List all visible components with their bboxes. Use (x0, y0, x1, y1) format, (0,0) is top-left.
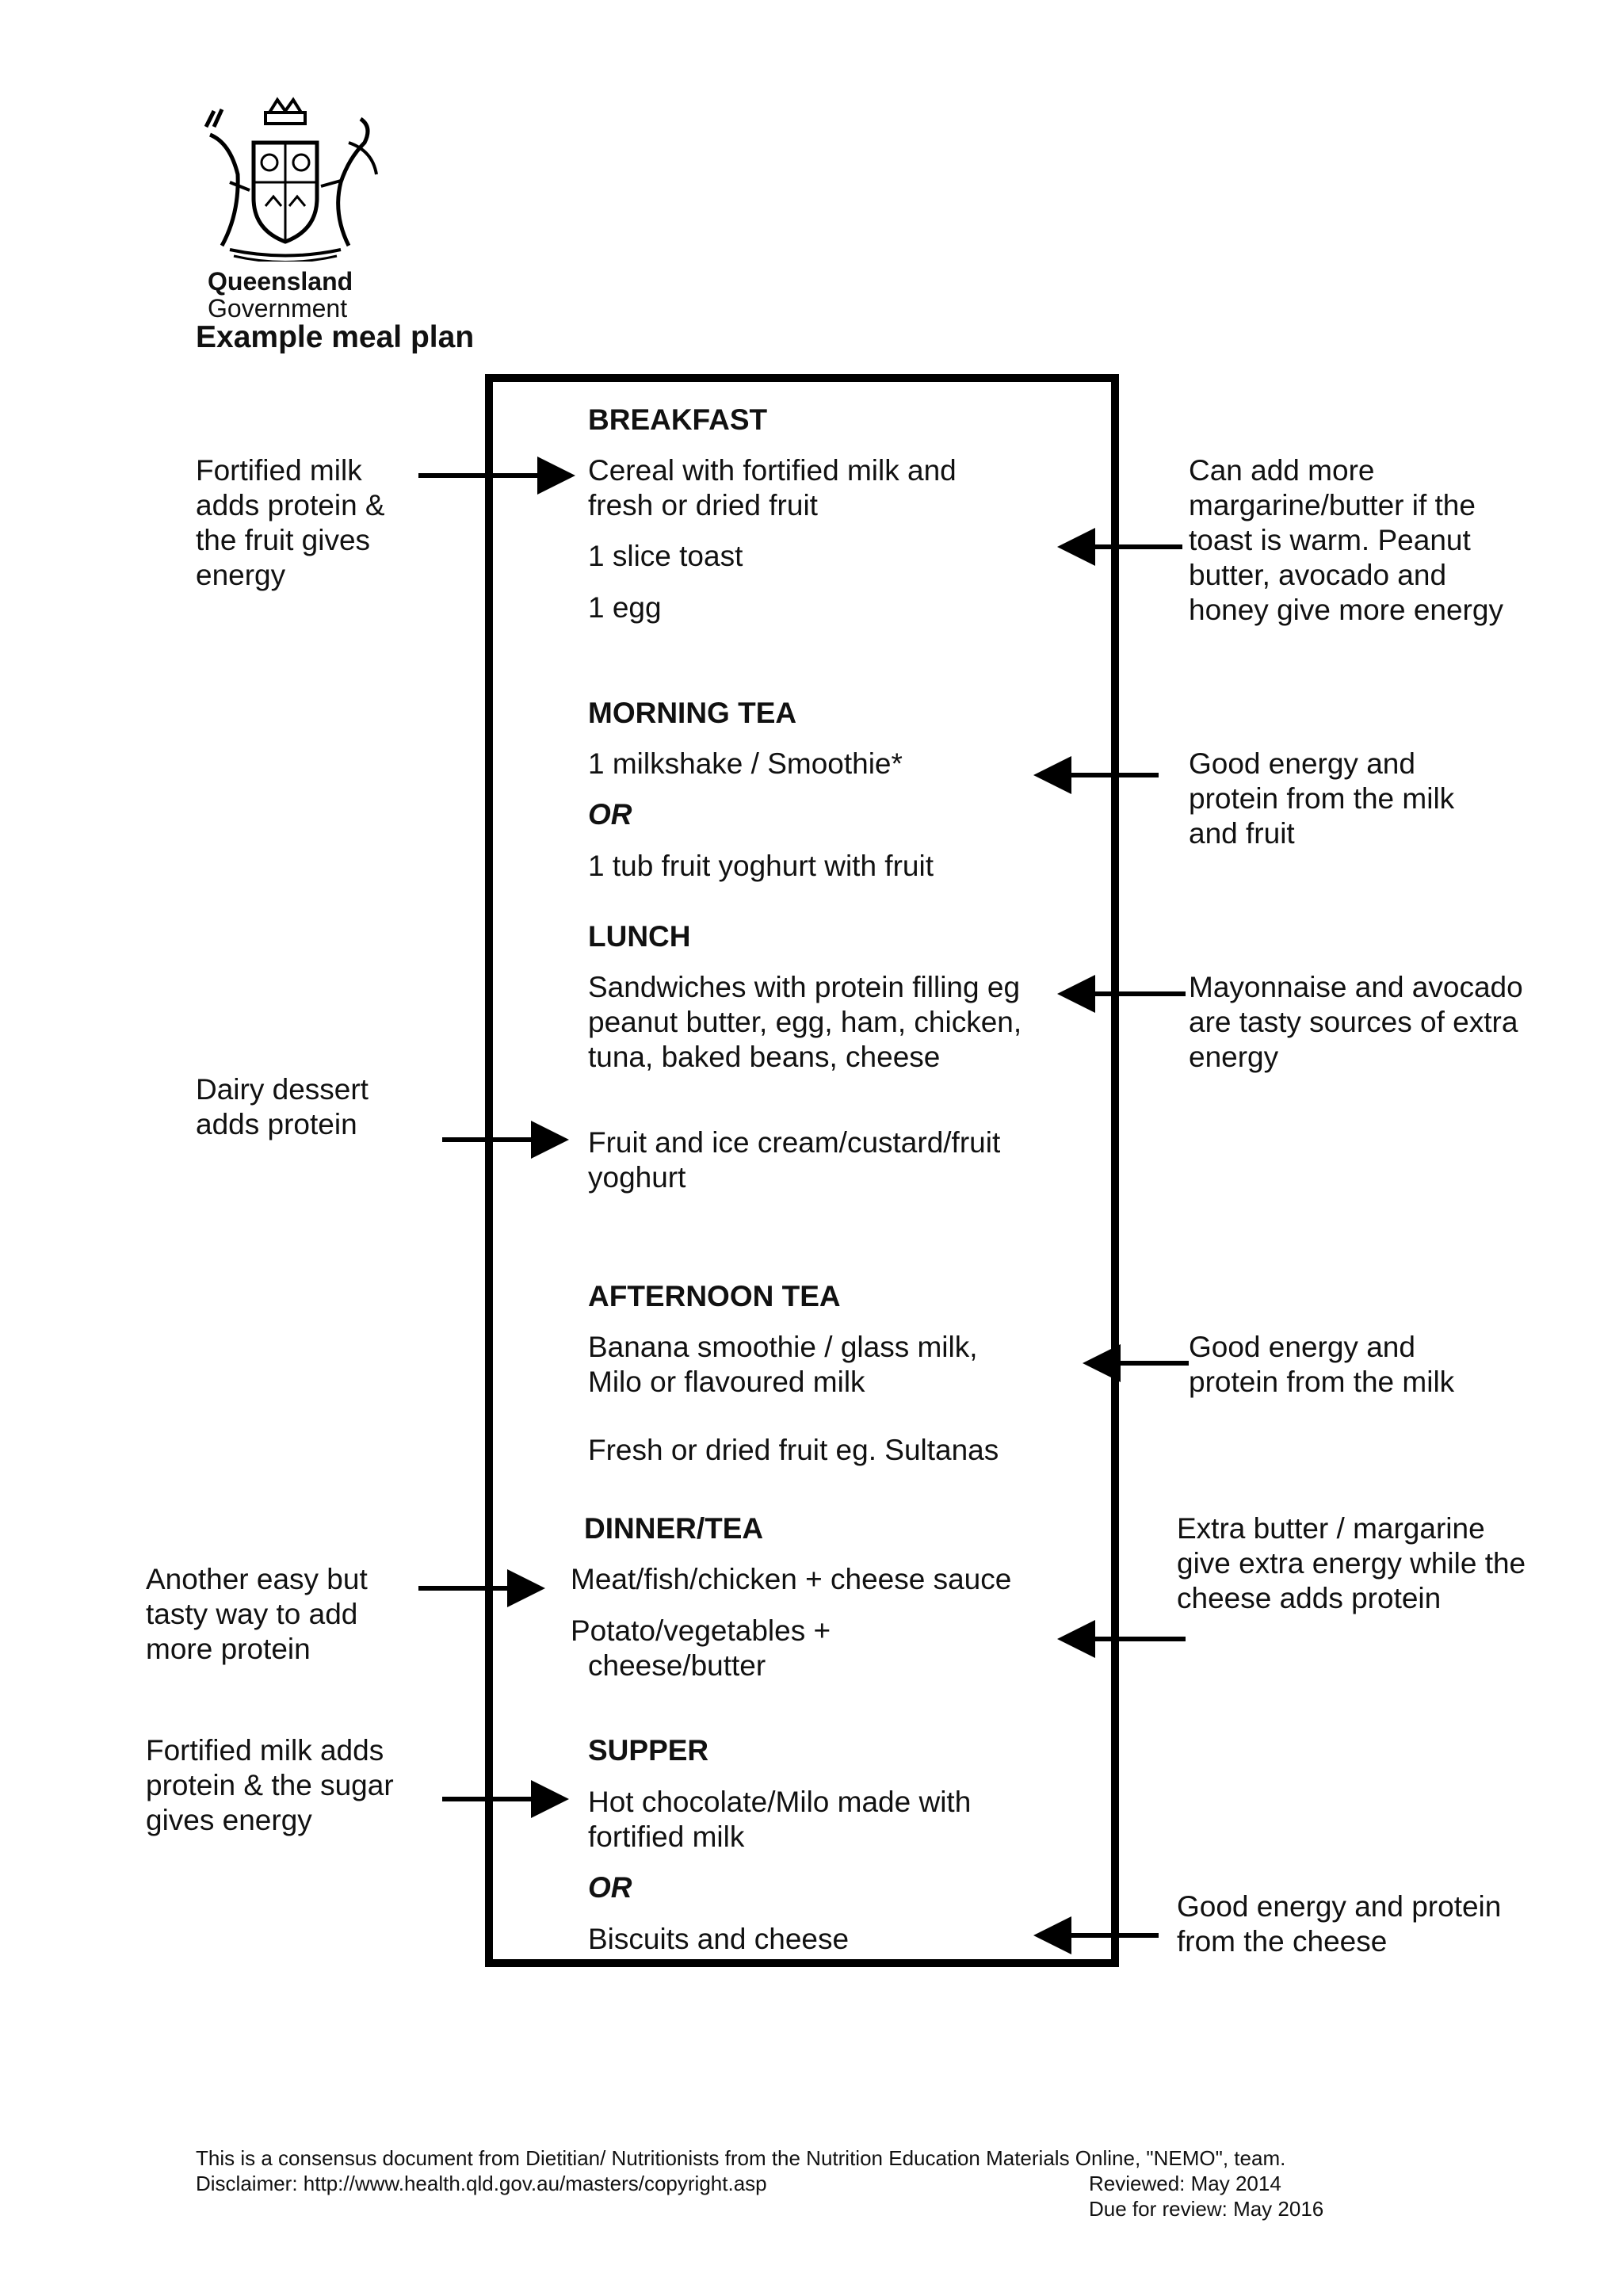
note-left-lunch: Dairy dessert adds protein (196, 1073, 369, 1140)
breakfast-heading: BREAKFAST (588, 403, 768, 436)
lunch-item-sandwiches: Sandwiches with protein filling eg peanut butter, egg, ham, chicken, tuna, baked beans, cheese (588, 971, 1022, 1073)
logo-line-queensland: Queensland (208, 267, 353, 296)
page-title: Example meal plan (196, 320, 475, 354)
dinner-heading: DINNER/TEA (584, 1512, 764, 1545)
note-right-supper: Good energy and protein from the cheese (1177, 1890, 1502, 1958)
breakfast-item-toast: 1 slice toast (588, 540, 743, 572)
note-right-dinner: Extra butter / margarine give extra energy while the cheese adds protein (1177, 1512, 1526, 1614)
dinner-item-potato-line2: cheese/butter (588, 1649, 766, 1682)
afternoon-tea-item-fruit: Fresh or dried fruit eg. Sultanas (588, 1434, 999, 1466)
morning-tea-item-milkshake: 1 milkshake / Smoothie* (588, 747, 903, 780)
morning-tea-item-yoghurt: 1 tub fruit yoghurt with fruit (588, 850, 934, 882)
afternoon-tea-heading: AFTERNOON TEA (588, 1280, 841, 1312)
morning-tea-heading: MORNING TEA (588, 697, 797, 729)
supper-item-biscuits: Biscuits and cheese (588, 1923, 850, 1955)
footer-due-for-review: Due for review: May 2016 (1089, 2197, 1324, 2221)
note-right-lunch: Mayonnaise and avocado are tasty sources of extra energy (1189, 971, 1523, 1073)
supper-item-hot-chocolate: Hot chocolate/Milo made with fortified milk (588, 1786, 972, 1853)
lunch-heading: LUNCH (588, 920, 691, 953)
note-right-breakfast: Can add more margarine/butter if the toast is warm. Peanut butter, avocado and honey give more energy (1189, 454, 1503, 626)
note-left-breakfast: Fortified milk adds protein & the fruit gives energy (196, 454, 385, 591)
lunch-item-dessert: Fruit and ice cream/custard/fruit yoghurt (588, 1126, 1001, 1194)
footer-reviewed: Reviewed: May 2014 (1089, 2172, 1281, 2195)
footer-consensus: This is a consensus document from Dietitian/ Nutritionists from the Nutrition Education Materials Online, "NEMO", team. (196, 2146, 1286, 2170)
dinner-item-meat: Meat/fish/chicken + cheese sauce (571, 1563, 1012, 1595)
footer-disclaimer: Disclaimer: http://www.health.qld.gov.au/masters/copyright.asp (196, 2172, 767, 2195)
note-left-dinner: Another easy but tasty way to add more protein (146, 1563, 368, 1665)
note-left-supper: Fortified milk adds protein & the sugar gives energy (146, 1734, 394, 1836)
note-right-morning-tea: Good energy and protein from the milk and fruit (1189, 747, 1455, 850)
afternoon-tea-item-smoothie: Banana smoothie / glass milk, Milo or flavoured milk (588, 1331, 978, 1398)
breakfast-item-cereal: Cereal with fortified milk and fresh or dried fruit (588, 454, 957, 521)
supper-heading: SUPPER (588, 1734, 709, 1767)
logo-line-government: Government (208, 294, 348, 323)
morning-tea-or: OR (588, 798, 632, 831)
supper-or: OR (588, 1871, 632, 1904)
dinner-item-potato-line1: Potato/vegetables + (571, 1614, 831, 1647)
breakfast-item-egg: 1 egg (588, 591, 662, 624)
note-right-afternoon-tea: Good energy and protein from the milk (1189, 1331, 1455, 1398)
